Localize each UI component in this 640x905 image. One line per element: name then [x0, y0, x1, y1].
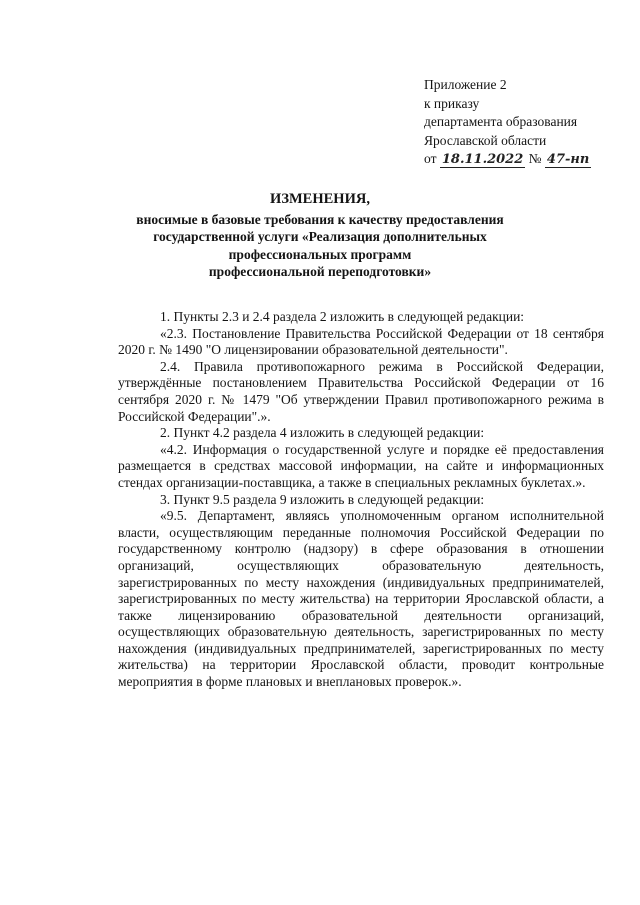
date-prefix: от — [424, 151, 437, 166]
appendix-line-4: Ярославской области — [424, 132, 547, 148]
title-line-2: государственной услуги «Реализация дополнительных — [153, 229, 487, 244]
title-heading: ИЗМЕНЕНИЯ, — [270, 191, 370, 207]
title-line-1: вносимые в базовые требования к качеству предоставления — [136, 211, 504, 227]
appendix-date-line — [424, 150, 591, 170]
appendix-line-2: к приказу — [424, 95, 480, 111]
paragraph-item-1: 1. Пункты 2.3 и 2.4 раздела 2 изложить в следующей редакции: — [160, 309, 525, 324]
paragraph-item-2: 2. Пункт 4.2 раздела 4 изложить в следующей редакции: — [160, 425, 485, 441]
appendix-header — [424, 76, 591, 170]
paragraph-9-5: «9.5. Департамент, являясь уполномоченным органом исполнительной власти, осуществляющим переданные полномочия Российской Федерации по государственному контролю (надзору) в сфере образования в отношении организаций, осуществляющих образовательную деятельность, зарегистрированных по месту нахождения (индивидуальных предпринимателей, зарегистрированных по месту жительства) на территории Ярославской области, а также лицензированию образовательной деятельности организаций, осуществляющих образовательную деятельность, зарегистрированных по месту нахождения (индивидуальных предпринимателей, зарегистрированных по месту жительства) на территории Ярославской области, проводит контрольные мероприятия в форме плановых и внеплановых проверок.». — [118, 508, 604, 690]
paragraph-4-2: «4.2. Информация о государственной услуге и порядке её предоставления размещается в средствах массовой информации, на сайте и информационных стендах организации-поставщика, а также в специальных рекламных буклетах.». — [118, 441, 604, 490]
order-number: 47-нп — [546, 152, 590, 167]
document-title — [100, 191, 540, 281]
paragraph-item-3: 3. Пункт 9.5 раздела 9 изложить в следующей редакции: — [160, 491, 485, 507]
paragraph-2-3: «2.3. Постановление Правительства Российской Федерации от 18 сентября 2020 г. № 1490 "О лицензировании образовательной деятельности". — [118, 325, 604, 358]
title-line-3: профессиональных программ — [228, 246, 412, 262]
appendix-line-3: департамента образования — [424, 114, 578, 129]
appendix-line-1: Приложение 2 — [424, 77, 507, 92]
number-prefix: № — [528, 151, 542, 166]
order-date: 18.11.2022 — [441, 152, 524, 167]
title-line-4: профессиональной переподготовки» — [208, 264, 432, 279]
paragraph-2-4: 2.4. Правила противопожарного режима в Российской Федерации, утверждённые постановлением Правительства Российской Федерации от 16 сентября 2020 г. № 1479 "Об утверждении Правил противопожарного режима в Российской Федерации".». — [118, 358, 604, 424]
document-body — [118, 309, 604, 691]
